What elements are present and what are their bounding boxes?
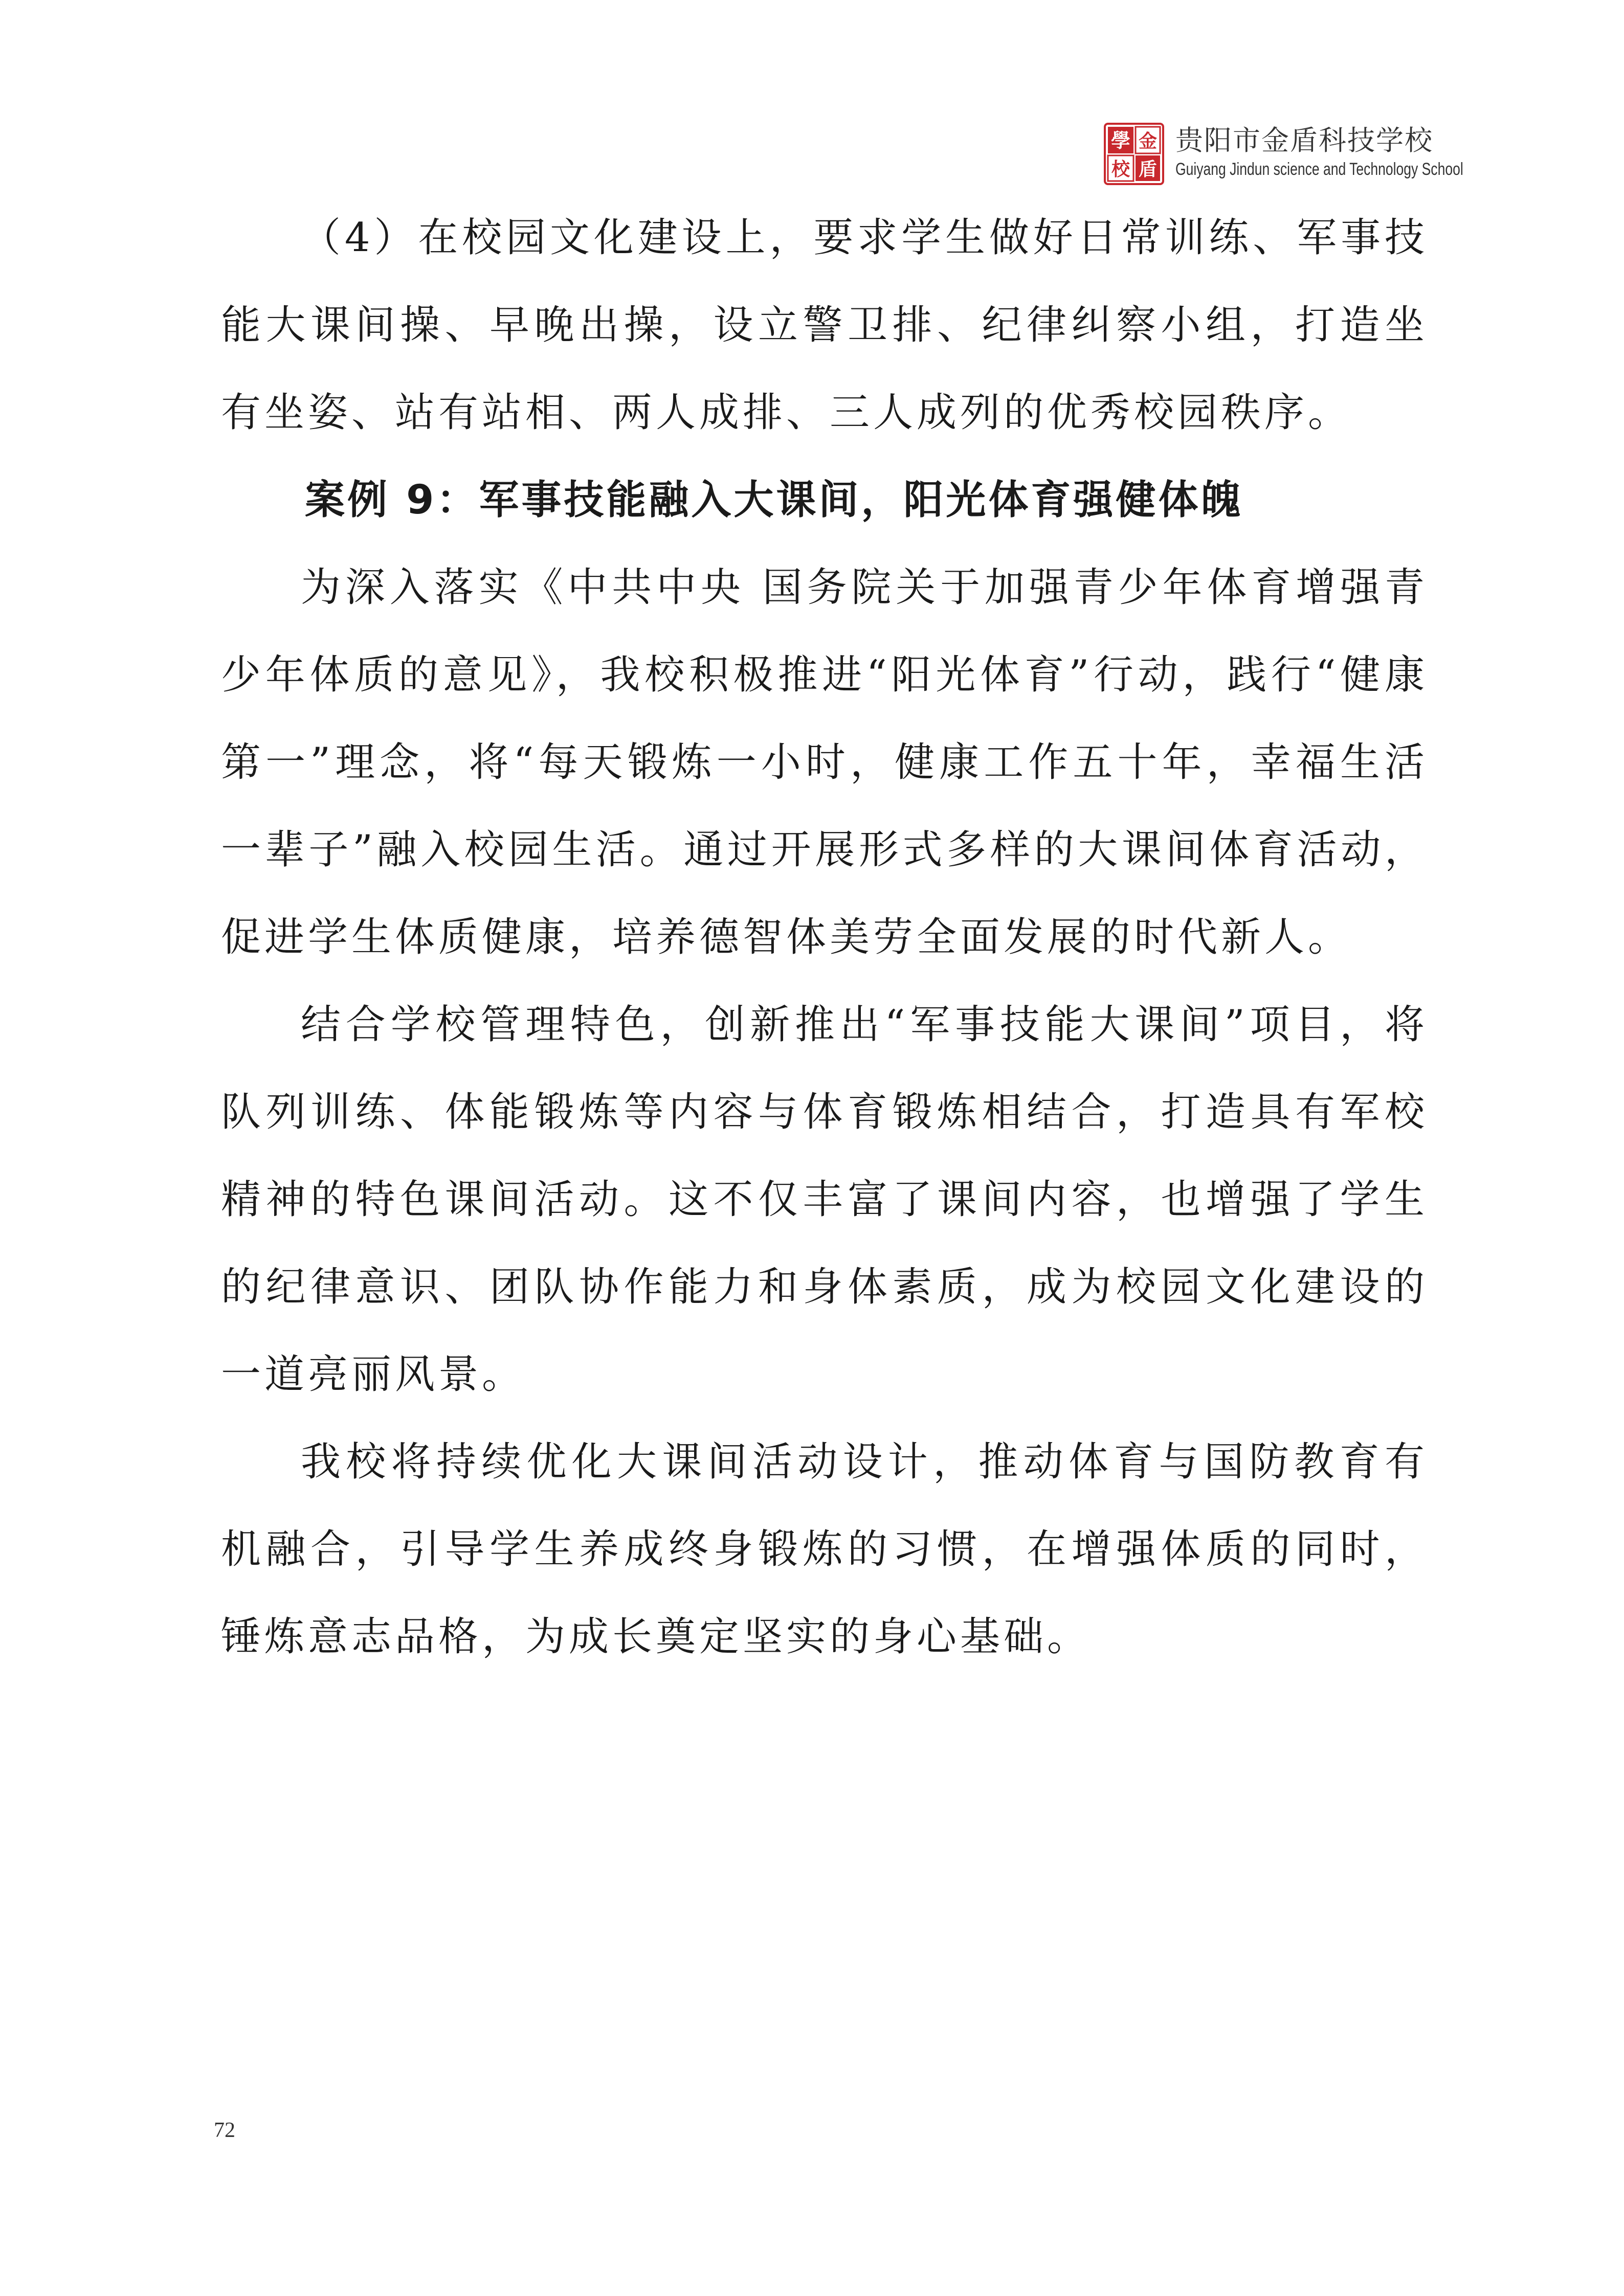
school-seal-logo [1104, 123, 1164, 185]
page-header [1104, 117, 1463, 193]
paragraph-military-skills: 结合学校管理特色，创新推出“军事技能大课间”项目，将队列训练、体能锻炼等内容与体育锻炼相结合，打造具有军校精神的特色课间活动。这不仅丰富了课间内容，也增强了学生的纪律意识、团队协作能力和身体素质，成为校园文化建设的一道亮丽风景。 [221, 1002, 1428, 1398]
svg-text:金: 金 [1138, 131, 1158, 152]
paragraph-sunshine-sports: 为深入落实《中共中央 国务院关于加强青少年体育增强青少年体质的意见》，我校积极推进“阳光体育”行动，践行“健康第一”理念，将“每天锻炼一小时，健康工作五十年，幸福生活一辈子”融入校园生活。通过开展形式多样的大课间体育活动，促进学生体质健康，培养德智体美劳全面发展的时代新人。 [221, 565, 1428, 960]
document-body [221, 194, 1428, 1681]
case-heading: 案例 9：军事技能融入大课间，阳光体育强健体魄 [305, 477, 1243, 523]
svg-text:盾: 盾 [1138, 159, 1158, 180]
svg-text:學: 學 [1110, 129, 1131, 152]
paragraph-future-plan: 我校将持续优化大课间活动设计，推动体育与国防教育有机融合，引导学生养成终身锻炼的习惯，在增强体质的同时，锤炼意志品格，为成长奠定坚实的身心基础。 [221, 1439, 1428, 1660]
svg-text:校: 校 [1111, 159, 1130, 180]
page-number: 72 [214, 2119, 235, 2142]
school-name-en: Guiyang Jindun science and Technology School [1175, 160, 1463, 179]
paragraph-campus-culture: （4）在校园文化建设上，要求学生做好日常训练、军事技能大课间操、早晚出操，设立警卫排、纪律纠察小组，打造坐有坐姿、站有站相、两人成排、三人成列的优秀校园秩序。 [221, 215, 1428, 436]
school-name-cn: 贵阳市金盾科技学校 [1175, 124, 1433, 156]
